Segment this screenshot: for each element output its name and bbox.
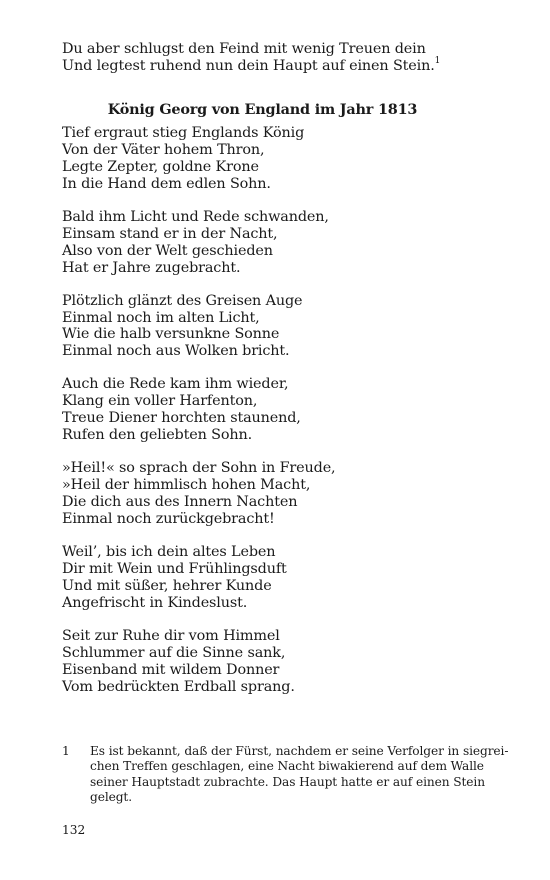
verse-line: Hat er Jahre zugebracht. bbox=[62, 259, 241, 276]
footnote bbox=[62, 744, 509, 806]
stanza bbox=[62, 125, 335, 193]
verse-line: Eisenband mit wildem Donner bbox=[62, 661, 280, 678]
footnote-number: 1 bbox=[62, 744, 70, 758]
stanza bbox=[62, 209, 335, 277]
poem-title: König Georg von England im Jahr 1813 bbox=[107, 101, 418, 118]
verse-line: Dir mit Wein und Frühlingsduft bbox=[62, 560, 287, 577]
verse-line: Die dich aus des Innern Nachten bbox=[62, 494, 298, 511]
footnote-line: seiner Hauptstadt zubrachte. Das Haupt hatte er auf einen Stein bbox=[90, 774, 485, 789]
verse-line: Einmal noch im alten Licht, bbox=[62, 309, 260, 326]
verse-line: »Heil der himmlisch hohen Macht, bbox=[62, 477, 311, 494]
footnote-reference: 1 bbox=[434, 55, 441, 66]
footnote-line: Es ist bekannt, daß der Fürst, nachdem er seine Verfolger in siegrei- bbox=[90, 744, 509, 758]
verse-line: Einmal noch aus Wolken bricht. bbox=[62, 343, 290, 360]
stanza bbox=[62, 376, 335, 444]
poem-body bbox=[62, 125, 335, 712]
verse-line: Schlummer auf die Sinne sank, bbox=[62, 644, 286, 661]
previous-poem-ending bbox=[62, 41, 440, 75]
verse-line: Legte Zepter, goldne Krone bbox=[62, 158, 259, 175]
footnote-line: gelegt. bbox=[90, 790, 132, 805]
footnote-line: chen Treffen geschlagen, eine Nacht biwakierend auf dem Walle bbox=[90, 759, 484, 774]
verse-line: Rufen den geliebten Sohn. bbox=[62, 427, 253, 444]
verse-line: Auch die Rede kam ihm wieder, bbox=[62, 376, 289, 393]
footnote-text bbox=[90, 744, 509, 806]
verse-text: Und legtest ruhend nun dein Haupt auf einen Stein. bbox=[62, 57, 435, 74]
verse-line: Tief ergraut stieg Englands König bbox=[62, 125, 305, 141]
verse-line: Weil’, bis ich dein altes Leben bbox=[62, 544, 276, 561]
stanza bbox=[62, 293, 335, 361]
page-number: 132 bbox=[62, 823, 86, 837]
verse-line: Angefrischt in Kindeslust. bbox=[62, 594, 248, 611]
verse-line: Seit zur Ruhe dir vom Himmel bbox=[62, 627, 280, 644]
verse-line: Vom bedrückten Erdball sprang. bbox=[62, 678, 295, 695]
verse-line: Wie die halb versunkne Sonne bbox=[62, 326, 280, 343]
stanza bbox=[62, 628, 335, 696]
verse-line: Einmal noch zurückgebracht! bbox=[62, 510, 275, 527]
verse-line: Plötzlich glänzt des Greisen Auge bbox=[62, 292, 303, 309]
verse-line: Also von der Welt geschieden bbox=[62, 242, 273, 259]
verse-line: Klang ein voller Harfenton, bbox=[62, 393, 258, 410]
verse-line: Du aber schlugst den Feind mit wenig Treuen dein bbox=[62, 41, 426, 57]
verse-line: Und mit süßer, hehrer Kunde bbox=[62, 577, 272, 594]
verse-line: Bald ihm Licht und Rede schwanden, bbox=[62, 208, 329, 225]
stanza bbox=[62, 544, 335, 612]
verse-line: Von der Väter hohem Thron, bbox=[62, 141, 265, 158]
verse-line-with-footnote bbox=[62, 55, 441, 75]
verse-line: »Heil!« so sprach der Sohn in Freude, bbox=[62, 460, 336, 477]
verse-line: In die Hand dem edlen Sohn. bbox=[62, 175, 271, 192]
verse-line: Einsam stand er in der Nacht, bbox=[62, 225, 278, 242]
stanza bbox=[62, 460, 335, 528]
verse-line: Treue Diener horchten staunend, bbox=[62, 410, 301, 427]
